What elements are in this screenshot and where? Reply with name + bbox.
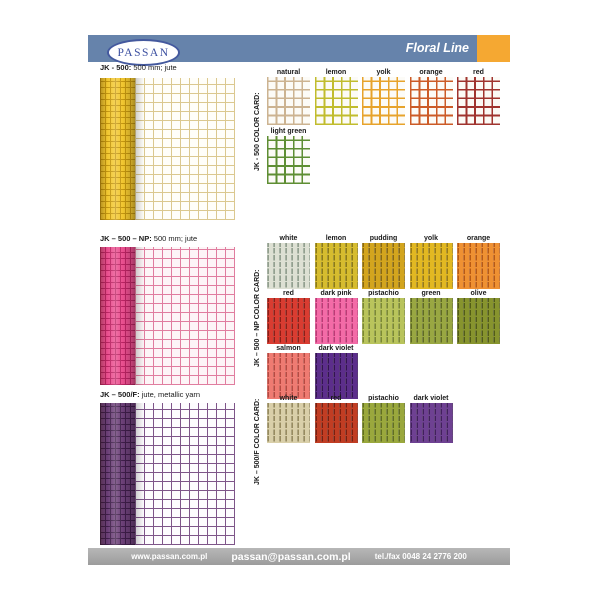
swatch-dark-pink xyxy=(315,298,358,344)
swatch-label: olive xyxy=(470,290,487,297)
color-swatch-cell xyxy=(410,69,453,125)
color-swatch-cell xyxy=(315,69,358,125)
swatch-orange xyxy=(410,77,453,125)
swatch-red xyxy=(315,403,358,443)
section1-title-code: JK - 500: xyxy=(100,63,132,72)
swatch-label: dark violet xyxy=(413,395,449,402)
color-swatch-cell xyxy=(410,395,453,443)
color-swatch-cell xyxy=(362,235,405,289)
color-swatch-cell xyxy=(362,395,405,443)
section2-color-card xyxy=(267,235,500,399)
color-swatch-cell xyxy=(362,290,405,344)
product-photo-jk500np xyxy=(100,247,235,385)
swatch-dark-violet xyxy=(315,353,358,399)
swatch-label: orange xyxy=(466,235,491,242)
mesh-unrolled xyxy=(135,247,235,385)
swatch-lemon xyxy=(315,77,358,125)
footer-bar xyxy=(88,548,510,565)
swatch-green xyxy=(410,298,453,344)
swatch-yolk xyxy=(410,243,453,289)
color-swatch-cell xyxy=(410,290,453,344)
color-swatch-cell xyxy=(457,69,500,125)
swatch-label: lemon xyxy=(325,69,347,76)
color-swatch-cell xyxy=(267,235,310,289)
footer-website-link[interactable]: www.passan.com.pl xyxy=(131,552,208,561)
color-swatch-cell xyxy=(315,235,358,289)
section1-color-card xyxy=(267,69,500,184)
swatch-label: red xyxy=(283,290,294,297)
swatch-pistachio xyxy=(362,298,405,344)
color-swatch-cell xyxy=(315,345,358,399)
section1-title-desc: 500 mm; jute xyxy=(131,63,177,72)
swatch-label: dark pink xyxy=(320,290,352,297)
section3-color-card xyxy=(267,395,500,443)
section2-title-code: JK – 500 – NP: xyxy=(100,234,152,243)
color-swatch-cell xyxy=(267,345,310,399)
section3-color-card-label: JK – 500/F COLOR CARD: xyxy=(254,398,261,486)
section1-title xyxy=(100,63,177,72)
swatch-label: lemon xyxy=(325,235,347,242)
product-photo-jk500 xyxy=(100,78,235,220)
swatch-label: pistachio xyxy=(368,290,399,297)
roll-shadow xyxy=(135,403,144,545)
swatch-lemon xyxy=(315,243,358,289)
section3-title-code: JK – 500/F: xyxy=(100,390,140,399)
swatch-label: green xyxy=(421,290,441,297)
swatch-label: pudding xyxy=(369,235,398,242)
color-swatch-cell xyxy=(410,235,453,289)
company-logo xyxy=(107,39,180,66)
color-swatch-cell xyxy=(267,69,310,125)
section2-title-desc: 500 mm; jute xyxy=(151,234,198,243)
swatch-salmon xyxy=(267,353,310,399)
swatch-white xyxy=(267,243,310,289)
section2-title xyxy=(100,234,197,243)
swatch-label: red xyxy=(473,69,484,76)
swatch-light-green xyxy=(267,136,310,184)
swatch-dark-violet xyxy=(410,403,453,443)
header-accent-block xyxy=(477,35,510,62)
swatch-label: orange xyxy=(419,69,443,76)
swatch-yolk xyxy=(362,77,405,125)
company-logo-text: PASSAN xyxy=(117,46,170,59)
mesh-roll xyxy=(100,247,135,385)
product-photo-jk500f xyxy=(100,403,235,545)
brand-title: Floral Line xyxy=(405,41,469,55)
section1-color-card-label: JK - 500 COLOR CARD: xyxy=(254,92,261,171)
swatch-pistachio xyxy=(362,403,405,443)
swatch-label: yolk xyxy=(423,235,438,242)
swatch-white xyxy=(267,403,310,443)
color-swatch-cell xyxy=(267,395,310,443)
mesh-unrolled xyxy=(135,78,235,220)
swatch-natural xyxy=(267,77,310,125)
color-swatch-cell xyxy=(267,290,310,344)
swatch-orange xyxy=(457,243,500,289)
swatch-label: natural xyxy=(276,69,301,76)
mesh-roll xyxy=(100,403,135,545)
color-swatch-cell xyxy=(315,290,358,344)
swatch-label: pistachio xyxy=(368,395,399,402)
section3-title-desc: jute, metallic yarn xyxy=(139,390,201,399)
swatch-label: white xyxy=(279,395,298,402)
swatch-red xyxy=(457,77,500,125)
section3-title xyxy=(100,390,200,399)
swatch-olive xyxy=(457,298,500,344)
color-swatch-cell xyxy=(457,290,500,344)
swatch-label: red xyxy=(330,395,342,402)
swatch-label: dark violet xyxy=(318,345,354,352)
roll-shadow xyxy=(135,78,144,220)
swatch-red xyxy=(267,298,310,344)
color-swatch-cell xyxy=(267,128,310,184)
section2-color-card-label: JK – 500 – NP COLOR CARD: xyxy=(254,269,261,367)
color-swatch-cell xyxy=(315,395,358,443)
roll-shadow xyxy=(135,247,144,385)
swatch-label: salmon xyxy=(276,345,301,352)
footer-email-link[interactable]: passan@passan.com.pl xyxy=(231,550,351,563)
footer-phone: tel./fax 0048 24 2776 200 xyxy=(374,552,467,561)
mesh-unrolled xyxy=(135,403,235,545)
mesh-roll xyxy=(100,78,135,220)
swatch-pudding xyxy=(362,243,405,289)
swatch-label: yolk xyxy=(376,69,391,76)
color-swatch-cell xyxy=(457,235,500,289)
color-swatch-cell xyxy=(362,69,405,125)
swatch-label: light green xyxy=(270,128,307,135)
swatch-label: white xyxy=(279,235,298,242)
